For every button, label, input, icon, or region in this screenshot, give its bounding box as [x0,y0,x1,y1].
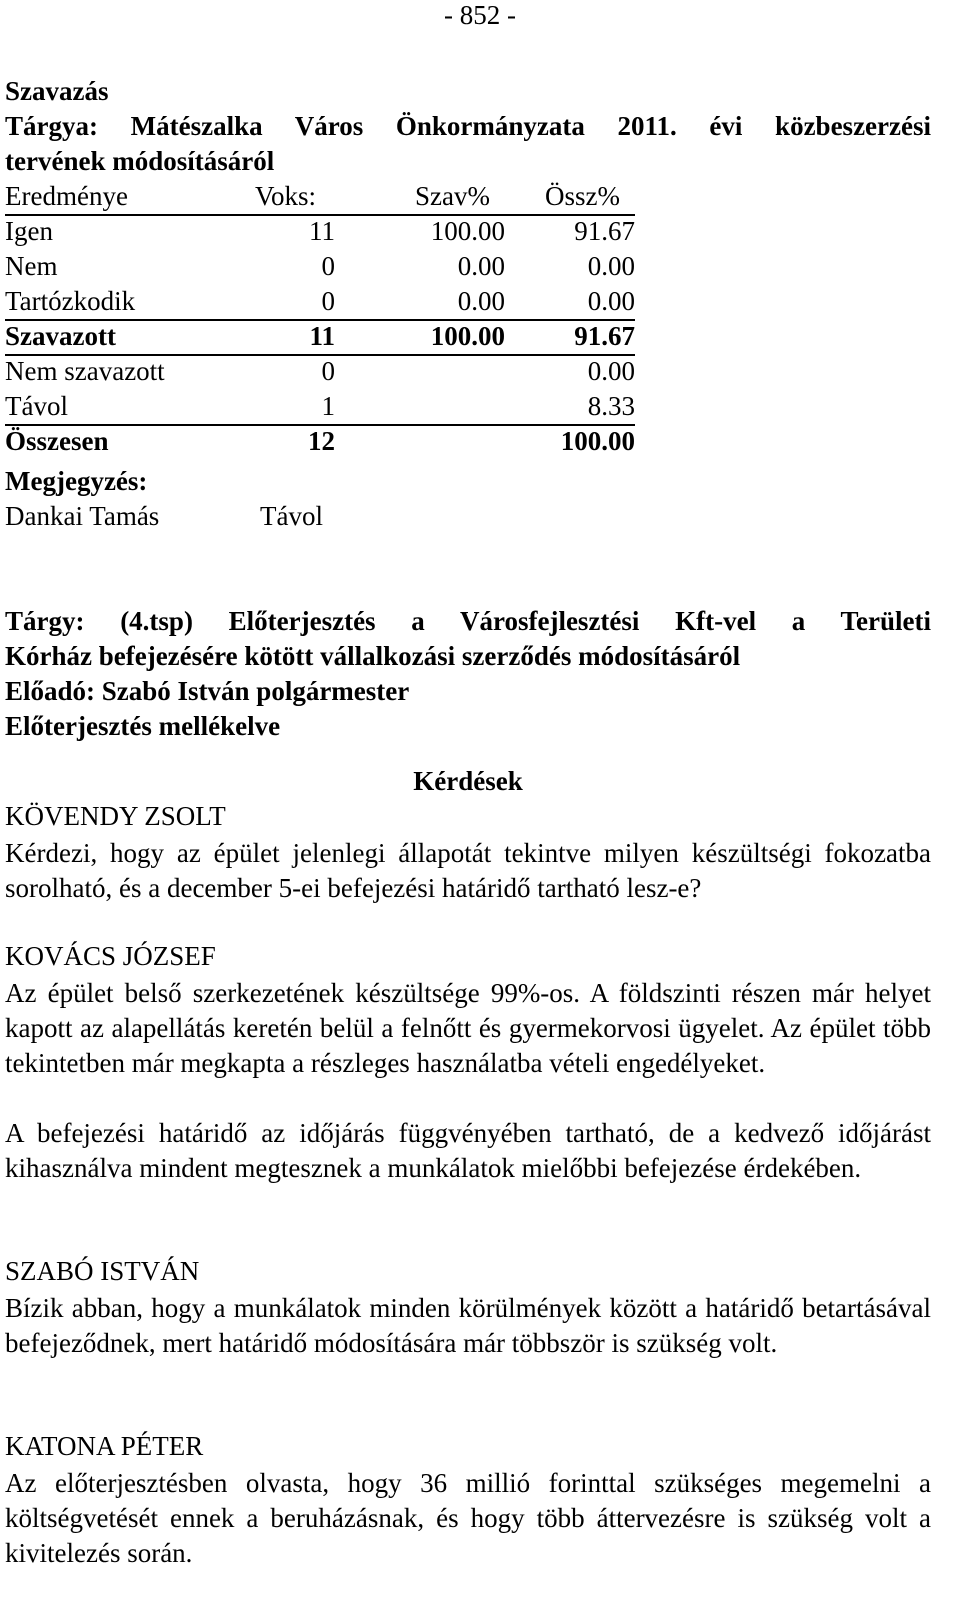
absent-divider [5,424,635,426]
header-szav: Szav% [415,181,490,211]
vote-heading: Szavazás [5,76,109,106]
row-label: Összesen [5,426,109,456]
vote-subject-line2: tervének módosításáról [5,146,275,176]
agenda-presenter: Előadó: Szabó István polgármester [5,676,410,706]
row-ossz: 0.00 [587,286,635,316]
row-szav: 0.00 [457,286,505,316]
row-ossz: 91.67 [574,216,635,246]
subtotal-divider [5,319,635,321]
agenda-line1: Tárgy: (4.tsp) Előterjesztés a Városfejlesztési Kft-vel a Területi [5,606,931,636]
vote-row-szavazott [5,321,635,356]
header-ossz: Össz% [545,181,620,211]
speech-paragraph: Az épület belső szerkezetének készültsége 99%-os. A földszinti részen már helyet kapott az alapellátás keretén belül a felnőtt és gyermekorvosi ügyelet. Az épület több tekintetben már megkapta a részleges használatba vételi engedélyeket. [5,978,931,1078]
row-label: Igen [5,216,53,246]
row-ossz: 8.33 [587,391,635,421]
row-voks: 11 [309,216,335,246]
row-voks: 0 [321,251,335,281]
vote-row-tartozkodik [5,286,635,321]
page-number: - 852 - [444,0,516,30]
speaker-name: KÖVENDY ZSOLT [5,801,226,831]
vote-row-tavol [5,391,635,426]
row-ossz: 91.67 [574,321,635,351]
speaker-name: KATONA PÉTER [5,1431,204,1461]
row-voks: 1 [321,391,335,421]
row-ossz: 100.00 [560,426,635,456]
row-label: Tartózkodik [5,286,136,316]
row-label: Nem szavazott [5,356,165,386]
row-label: Távol [5,391,68,421]
speaker-name: KOVÁCS JÓZSEF [5,941,216,971]
agenda-attachment: Előterjesztés mellékelve [5,711,281,741]
row-label: Szavazott [5,321,116,351]
row-szav: 100.00 [430,321,505,351]
voted-divider [5,354,635,356]
vote-row-nem-szavazott [5,356,635,391]
row-voks: 0 [321,356,335,386]
note-name: Dankai Tamás [5,501,160,531]
vote-row-igen [5,216,635,251]
questions-title: Kérdések [413,766,523,796]
header-result: Eredménye [5,181,128,211]
row-label: Nem [5,251,58,281]
vote-row-osszesen [5,426,635,461]
speech-paragraph: Kérdezi, hogy az épület jelenlegi állapotát tekintve milyen készültségi fokozatba sorolható, és a december 5-ei befejezési határidő tartható lesz-e? [5,838,931,903]
row-szav: 100.00 [430,216,505,246]
note-label: Megjegyzés: [5,466,148,496]
row-ossz: 0.00 [587,356,635,386]
row-voks: 0 [321,286,335,316]
note-status: Távol [260,501,323,531]
vote-row-nem [5,251,635,286]
row-voks: 11 [309,321,335,351]
speech-paragraph: A befejezési határidő az időjárás függvényében tartható, de a kedvező időjárást kihasználva mindent megtesznek a munkálatok mielőbbi befejezése érdekében. [5,1118,931,1183]
vote-subject-line1: Tárgya: Mátészalka Város Önkormányzata 2011. évi közbeszerzési [5,111,931,141]
agenda-line2: Kórház befejezésére kötött vállalkozási szerződés módosításáról [5,641,741,671]
row-ossz: 0.00 [587,251,635,281]
vote-table-header [5,181,635,216]
speaker-name: SZABÓ ISTVÁN [5,1256,200,1286]
header-voks: Voks: [255,181,317,211]
header-divider [5,214,635,216]
row-voks: 12 [308,426,335,456]
speech-paragraph: Az előterjesztésben olvasta, hogy 36 millió forinttal szükséges megemelni a költségvetését ennek a beruházásnak, és hogy több áttervezésre is szükség volt a kivitelezés során. [5,1468,931,1568]
row-szav: 0.00 [457,251,505,281]
speech-paragraph: Bízik abban, hogy a munkálatok minden körülmények között a határidő betartásával befejeződnek, mert határidő módosítására már többször is szükség volt. [5,1293,931,1358]
